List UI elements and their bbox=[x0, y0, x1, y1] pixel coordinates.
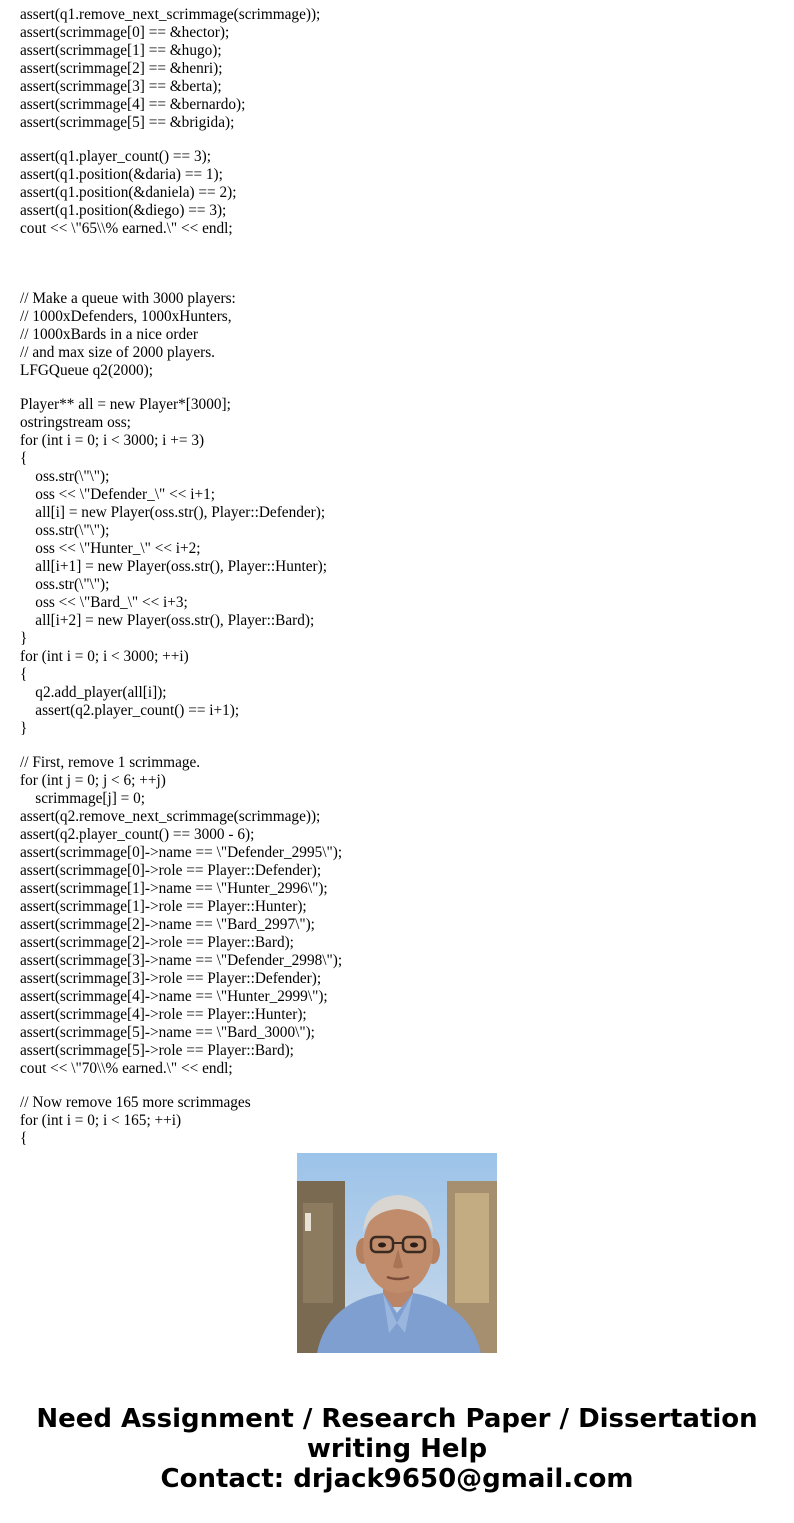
code-line: // First, remove 1 scrimmage. bbox=[20, 754, 201, 771]
code-line: LFGQueue q2(2000); bbox=[20, 362, 153, 379]
code-line: assert(scrimmage[1]->role == Player::Hunter); bbox=[20, 898, 307, 915]
code-line: assert(scrimmage[0]->name == \"Defender_2995\"); bbox=[20, 844, 343, 861]
code-line: { bbox=[20, 450, 28, 467]
code-line: // Now remove 165 more scrimmages bbox=[20, 1094, 251, 1111]
code-line: cout << \"65\\% earned.\" << endl; bbox=[20, 220, 233, 237]
code-line: assert(scrimmage[2] == &henri); bbox=[20, 60, 223, 77]
code-line: cout << \"70\\% earned.\" << endl; bbox=[20, 1060, 233, 1077]
code-line bbox=[20, 380, 780, 396]
code-line: assert(q2.player_count() == i+1); bbox=[20, 702, 240, 719]
code-line: assert(scrimmage[5]->name == \"Bard_3000\"); bbox=[20, 1024, 315, 1041]
code-line: oss << \"Defender_\" << i+1; bbox=[20, 486, 215, 503]
code-line: for (int i = 0; i < 3000; i += 3) bbox=[20, 432, 205, 449]
code-line: assert(q2.remove_next_scrimmage(scrimmage)); bbox=[20, 808, 321, 825]
promo-headline: Need Assignment / Research Paper / Dissertation bbox=[36, 1404, 758, 1434]
code-line: assert(scrimmage[1]->name == \"Hunter_2996\"); bbox=[20, 880, 328, 897]
code-line: assert(scrimmage[0]->role == Player::Defender); bbox=[20, 862, 322, 879]
contact-email: Contact: drjack9650@gmail.com bbox=[160, 1464, 634, 1494]
code-line: oss.str(\"\"); bbox=[20, 576, 110, 593]
code-line: for (int i = 0; i < 165; ++i) bbox=[20, 1112, 182, 1129]
code-line: assert(q1.position(&daniela) == 2); bbox=[20, 184, 237, 201]
promo-subline: writing Help bbox=[306, 1434, 488, 1464]
code-line: assert(scrimmage[5] == &brigida); bbox=[20, 114, 235, 131]
code-line: assert(scrimmage[5]->role == Player::Bard); bbox=[20, 1042, 294, 1059]
code-line: assert(q1.position(&daria) == 1); bbox=[20, 166, 223, 183]
code-line: assert(scrimmage[4]->role == Player::Hunter); bbox=[20, 1006, 307, 1023]
code-line: for (int i = 0; i < 3000; ++i) bbox=[20, 648, 189, 665]
code-line: all[i+2] = new Player(oss.str(), Player::Bard); bbox=[20, 612, 315, 629]
code-line: q2.add_player(all[i]); bbox=[20, 684, 167, 701]
code-line: assert(scrimmage[1] == &hugo); bbox=[20, 42, 222, 59]
code-listing bbox=[20, 6, 780, 1147]
code-line: assert(scrimmage[0] == &hector); bbox=[20, 24, 230, 41]
code-line: for (int j = 0; j < 6; ++j) bbox=[20, 772, 166, 789]
code-line: assert(scrimmage[2]->name == \"Bard_2997\"); bbox=[20, 916, 315, 933]
code-line: // and max size of 2000 players. bbox=[20, 344, 215, 361]
code-line: { bbox=[20, 1130, 28, 1147]
code-line bbox=[20, 738, 780, 754]
code-line: } bbox=[20, 630, 28, 647]
code-line: } bbox=[20, 720, 28, 737]
code-line: assert(q1.player_count() == 3); bbox=[20, 148, 211, 165]
code-line: // 1000xBards in a nice order bbox=[20, 326, 198, 343]
code-line: Player** all = new Player*[3000]; bbox=[20, 396, 231, 413]
code-line: // 1000xDefenders, 1000xHunters, bbox=[20, 308, 232, 325]
code-line: assert(q1.position(&diego) == 3); bbox=[20, 202, 227, 219]
code-line: assert(q1.remove_next_scrimmage(scrimmage)); bbox=[20, 6, 321, 23]
author-avatar bbox=[297, 1153, 497, 1353]
code-line: assert(scrimmage[2]->role == Player::Bard); bbox=[20, 934, 294, 951]
code-line: // Make a queue with 3000 players: bbox=[20, 290, 236, 307]
code-line: all[i+1] = new Player(oss.str(), Player::Hunter); bbox=[20, 558, 327, 575]
code-line: assert(scrimmage[3]->role == Player::Defender); bbox=[20, 970, 322, 987]
code-line: assert(q2.player_count() == 3000 - 6); bbox=[20, 826, 255, 843]
code-line bbox=[20, 256, 780, 290]
code-line: assert(scrimmage[3]->name == \"Defender_2998\"); bbox=[20, 952, 343, 969]
code-line: oss << \"Hunter_\" << i+2; bbox=[20, 540, 201, 557]
code-line: oss << \"Bard_\" << i+3; bbox=[20, 594, 188, 611]
code-line: scrimmage[j] = 0; bbox=[20, 790, 146, 807]
code-line: { bbox=[20, 666, 28, 683]
code-line: assert(scrimmage[3] == &berta); bbox=[20, 78, 222, 95]
code-line: oss.str(\"\"); bbox=[20, 522, 110, 539]
code-line: ostringstream oss; bbox=[20, 414, 131, 431]
code-line bbox=[20, 238, 780, 256]
code-line: assert(scrimmage[4]->name == \"Hunter_2999\"); bbox=[20, 988, 328, 1005]
code-line: all[i] = new Player(oss.str(), Player::Defender); bbox=[20, 504, 326, 521]
portrait-image bbox=[297, 1153, 497, 1353]
code-line: oss.str(\"\"); bbox=[20, 468, 110, 485]
code-line bbox=[20, 132, 780, 148]
code-line: assert(scrimmage[4] == &bernardo); bbox=[20, 96, 246, 113]
promo-banner bbox=[0, 1404, 794, 1494]
code-line bbox=[20, 1078, 780, 1094]
